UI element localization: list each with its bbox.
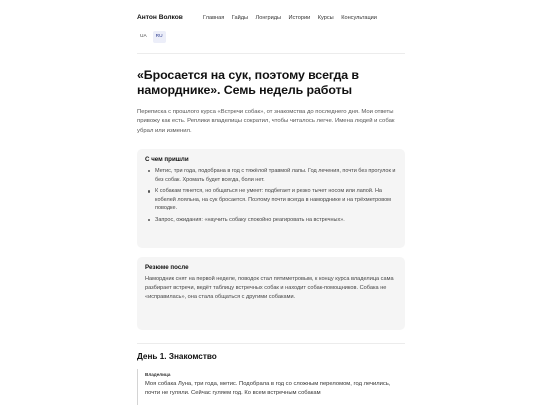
nav-link-home[interactable]: Главная xyxy=(203,15,225,21)
list-item: К собакам тянется, но общаться не умеет: подбегает и резко тычет носом или лапой. На кобелей лояльна, на сук бросается. Поэтому почти всегда в наморднике и на трёхметровом поводке. xyxy=(145,187,397,213)
quote-author: Владелица xyxy=(145,372,171,377)
site-brand[interactable]: Антон Волков xyxy=(137,14,183,21)
nav-link-stories[interactable]: Истории xyxy=(288,15,311,21)
start-card-title: С чем пришли xyxy=(145,156,189,163)
summary-card-title: Резюме после xyxy=(145,264,189,271)
main-nav xyxy=(203,15,377,21)
start-card xyxy=(137,149,405,248)
article-header xyxy=(137,68,405,136)
nav-link-consultations[interactable]: Консультации xyxy=(341,15,377,21)
nav-link-guides[interactable]: Гайды xyxy=(231,15,249,21)
header-divider xyxy=(137,53,405,54)
site-header xyxy=(137,13,405,49)
nav-link-longreads[interactable]: Лонгриды xyxy=(255,15,281,21)
quote-text: Моя собака Луна, три года, метис. Подобрала в год со сложным переломом, год лечились, почти не гуляли. Сейчас гуляем год. Ко всем встречным собакам xyxy=(145,381,391,397)
article-intro: Переписка с прошлого курса «Встречи собак», от знакомства до последнего дня. Мои ответы привожу как есть. Реплики владелицы сократил, чтобы читалось легче. Имена людей и собак убрал или изменил. xyxy=(137,109,395,134)
summary-card-text: Намордник снят на первой неделе, поводок стал пятиметровым, к концу курса владелица сама разбирает встречи, ведёт таблицу встречных собак и находит собак-помощников. Собака не «исправилась», она стала общаться с другими собаками. xyxy=(145,276,394,300)
lang-ru-button[interactable]: RU xyxy=(153,31,166,43)
list-item: Запрос, ожидания: «научить собаку спокойно реагировать на встречных». xyxy=(145,216,397,225)
day1-title: День 1. Знакомство xyxy=(137,352,217,361)
language-switcher xyxy=(137,31,166,43)
start-card-list xyxy=(145,167,397,225)
summary-card xyxy=(137,257,405,330)
section-divider xyxy=(137,343,405,344)
lang-ua-button[interactable]: UA xyxy=(140,34,147,39)
list-item: Метис, три года, подобрана в год с тяжёлой травмой лапы. Год лечения, почти без прогулок и без собак. Хромать будет всегда, боли нет. xyxy=(145,167,397,184)
article-title: «Бросается на сук, поэтому всегда в наморднике». Семь недель работы xyxy=(137,68,359,97)
nav-link-courses[interactable]: Курсы xyxy=(317,15,334,21)
day1-quote xyxy=(137,369,405,405)
